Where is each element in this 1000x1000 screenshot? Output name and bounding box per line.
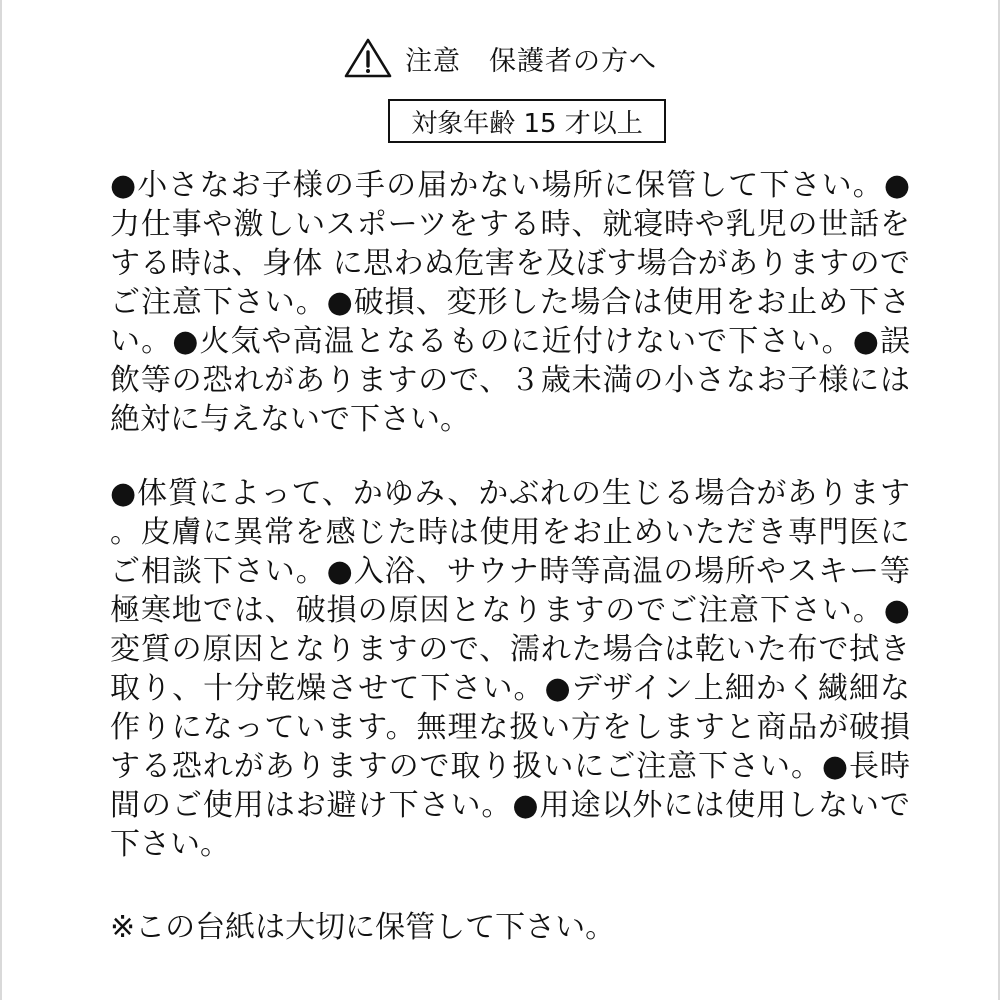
storage-note: ※この台紙は大切に保管して下さい。 <box>110 910 616 945</box>
age-rating-box: 対象年齢 15 才以上 <box>388 99 666 143</box>
caution-paragraph-1: ●小さなお子様の手の届かない場所に保管して下さい。●力仕事や激しいスポーツをする時、就寝時や乳児の世話をする時は、身体 に思わぬ危害を及ぼす場合がありますのでご注意下さい。●破損、変形した場合は使用をお止め下さい。●火気や高温となるものに近付けないで下さい。●誤飲等の恐れがありますので、３歳未満の小さなお子様には絶対に与えないで下さい。 <box>110 168 910 437</box>
caution-paragraph-2: ●体質によって、かゆみ、かぶれの生じる場合があります。皮膚に異常を感じた時は使用をお止めいただき専門医にご相談下さい。●入浴、サウナ時等高温の場所やスキー等極寒地では、破損の原因となりますのでご注意下さい。●変質の原因となりますので、濡れた場合は乾いた布で拭き取り、十分乾燥させて下さい。●デザイン上細かく繊細な作りになっています。無理な扱い方をしますと商品が破損する恐れがありますので取り扱いにご注意下さい。●長時間のご使用はお避け下さい。●用途以外には使用しないで下さい。 <box>110 476 910 862</box>
warning-title: 注意 保護者の方へ <box>405 45 657 77</box>
warning-header <box>2 36 998 80</box>
warning-triangle-icon <box>343 37 393 79</box>
